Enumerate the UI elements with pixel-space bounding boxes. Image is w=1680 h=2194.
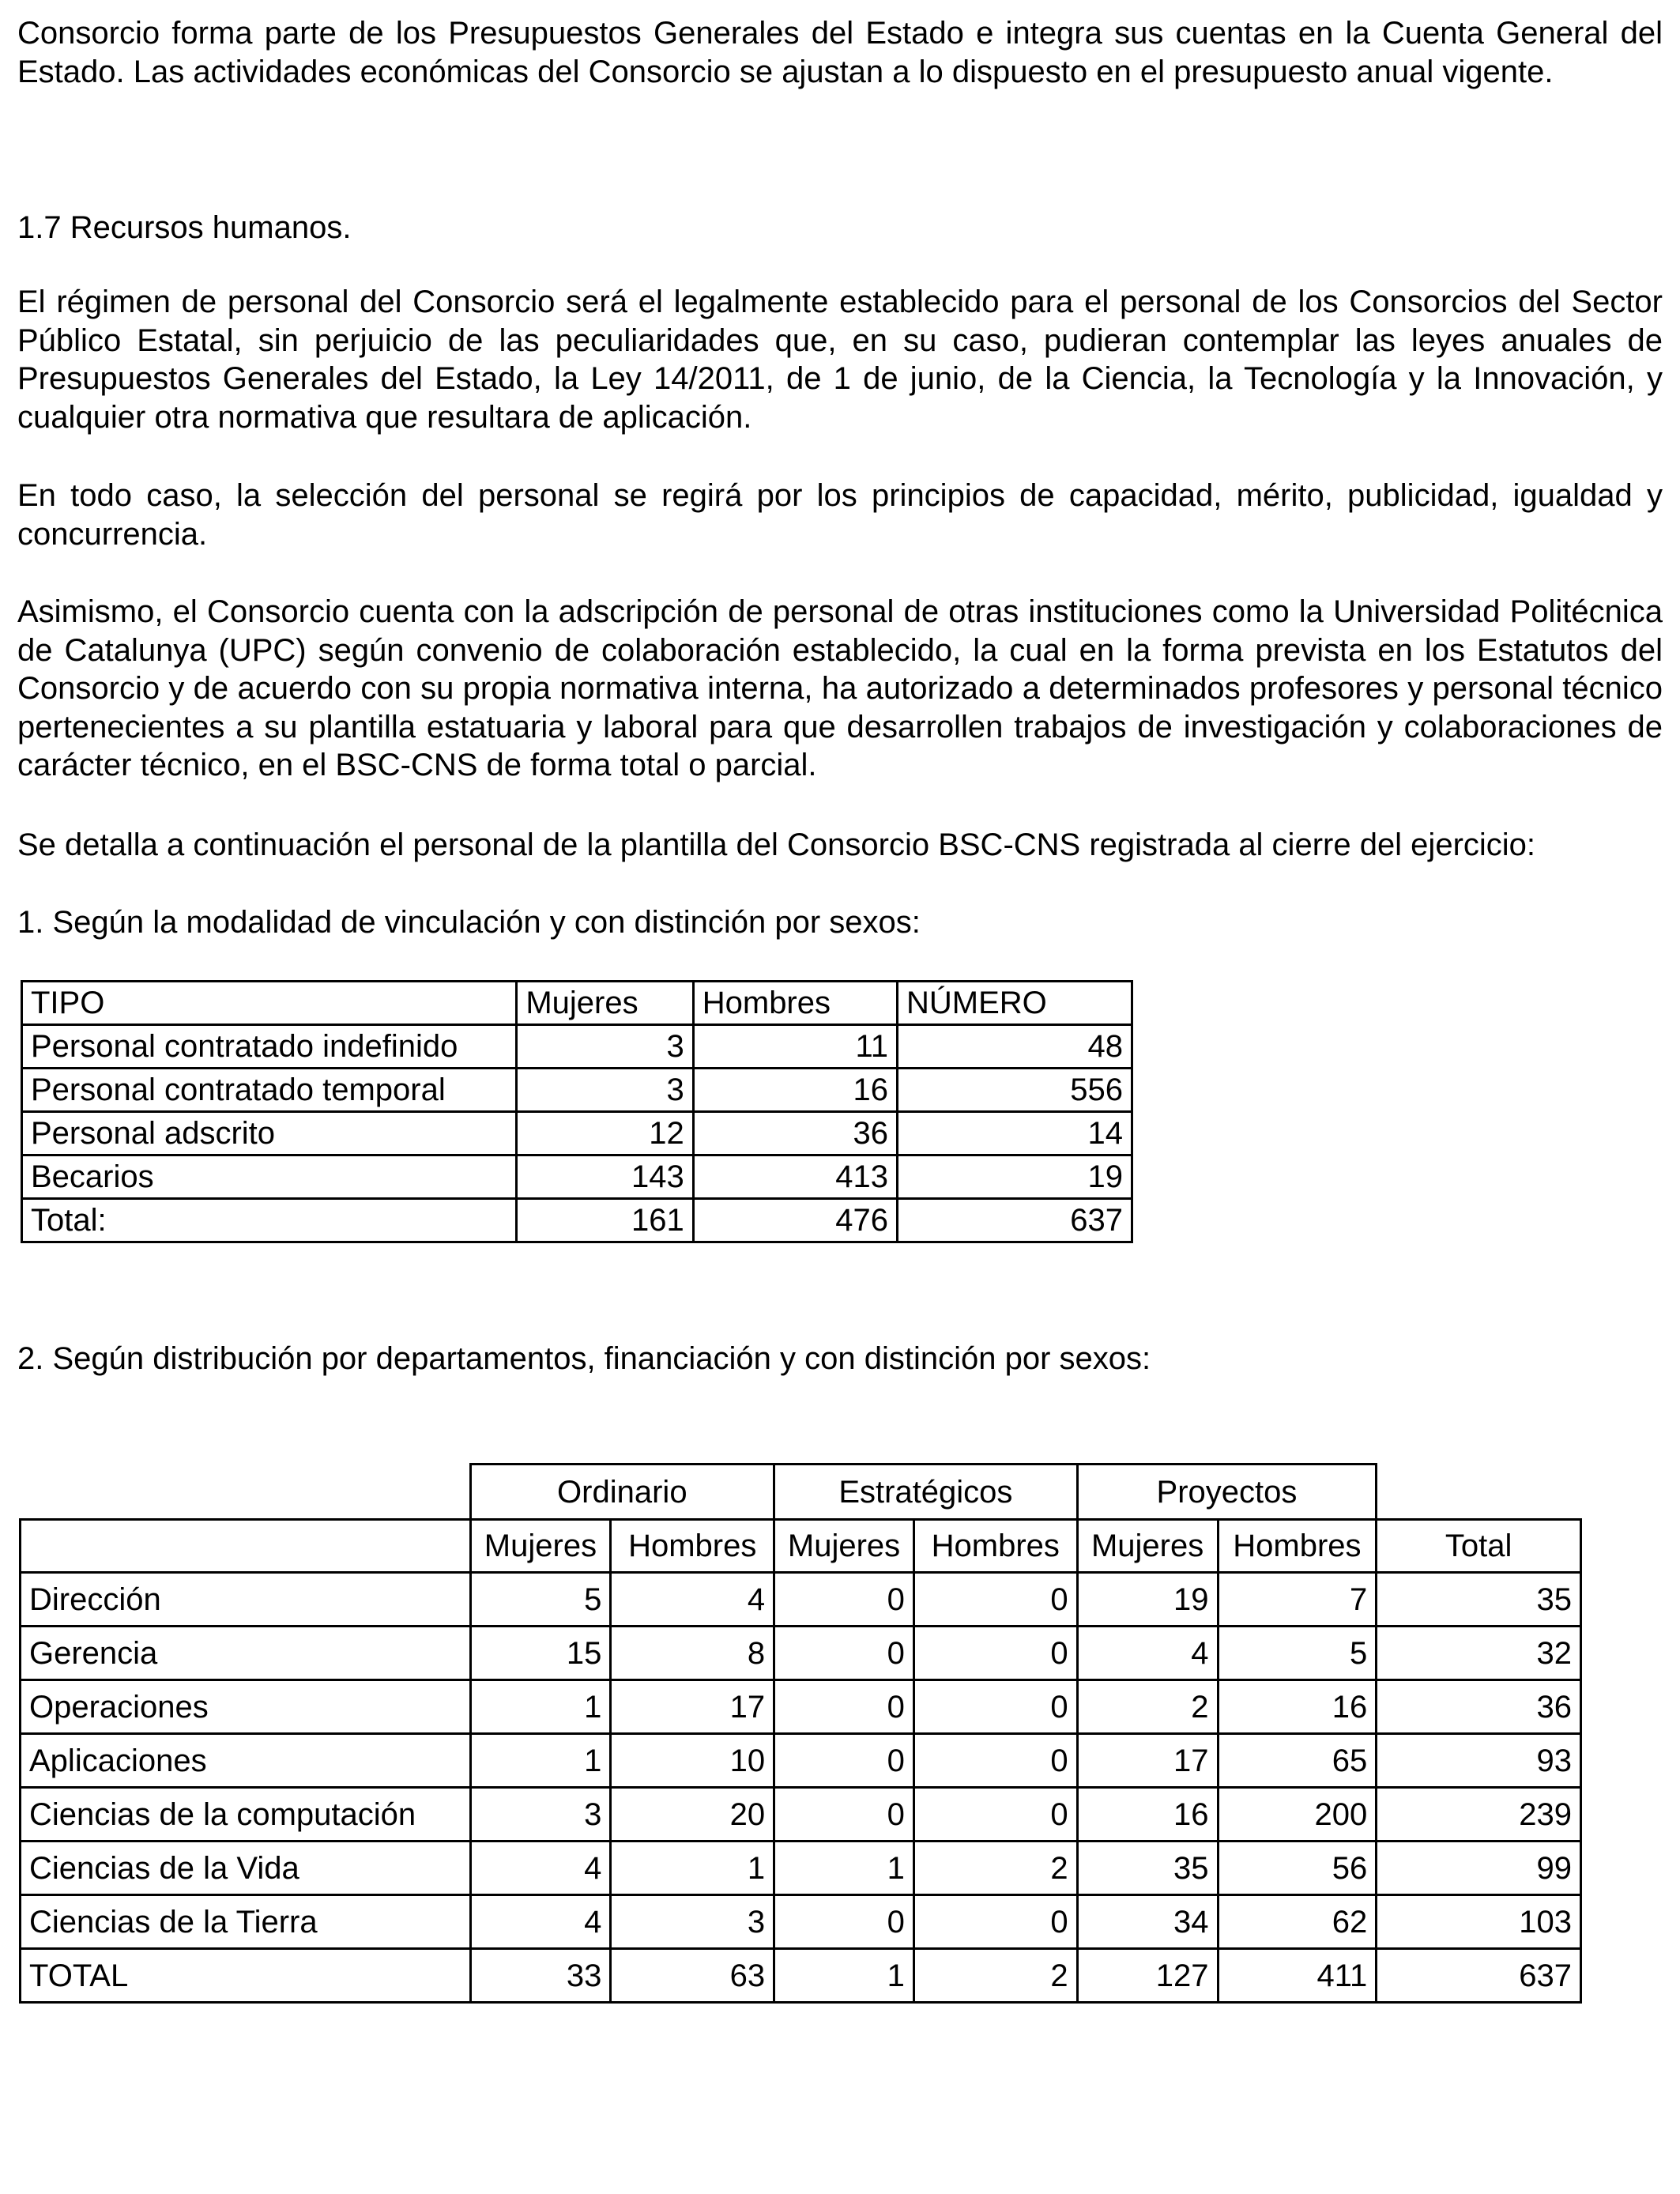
table-header-row	[22, 982, 1132, 1025]
paragraph-upc-assignment: Asimismo, el Consorcio cuenta con la adscripción de personal de otras instituciones como la Universidad Politécnica de Catalunya (UPC) según convenio de colaboración establecido, la cual en la forma prevista en los Estatutos del Consorcio y de acuerdo con su propia normativa interna, ha autorizado a determinados profesores y personal técnico pertenecientes a su plantilla estatuaria y laboral para que desarrollen trabajos de investigación y colaboraciones de carácter técnico, en el BSC-CNS de forma total o parcial.	[17, 594, 1663, 782]
column-header: Mujeres	[470, 1520, 611, 1573]
cell-value: 239	[1377, 1788, 1581, 1842]
cell-value: 63	[611, 1949, 774, 2003]
column-header: NÚMERO	[897, 982, 1132, 1025]
table-row	[22, 1112, 1132, 1155]
row-label: Ciencias de la computación	[21, 1788, 471, 1842]
paragraph-staff-detail: Se detalla a continuación el personal de la plantilla del Consorcio BSC-CNS registrada al cierre del ejercicio:	[17, 827, 1536, 862]
cell-value: 4	[470, 1842, 611, 1895]
cell-value: 556	[897, 1069, 1132, 1112]
cell-value: 17	[611, 1680, 774, 1734]
empty-header-cell	[21, 1520, 471, 1573]
cell-value: 56	[1218, 1842, 1377, 1895]
row-label: Becarios	[22, 1155, 517, 1199]
table-row	[21, 1895, 1581, 1949]
cell-value: 36	[693, 1112, 897, 1155]
cell-value: 3	[470, 1788, 611, 1842]
column-header: Hombres	[693, 982, 897, 1025]
cell-value: 637	[1377, 1949, 1581, 2003]
cell-value: 0	[913, 1734, 1077, 1788]
cell-value: 1	[774, 1842, 914, 1895]
row-label: Personal adscrito	[22, 1112, 517, 1155]
cell-value: 0	[774, 1680, 914, 1734]
staff-by-contract-table	[21, 980, 1133, 1243]
table-row	[21, 1627, 1581, 1680]
cell-value: 413	[693, 1155, 897, 1199]
cell-value: 637	[897, 1199, 1132, 1242]
cell-value: 19	[897, 1155, 1132, 1199]
section-heading: 1.7 Recursos humanos.	[17, 210, 352, 245]
cell-value: 8	[611, 1627, 774, 1680]
group-header: Estratégicos	[774, 1465, 1078, 1520]
cell-value: 476	[693, 1199, 897, 1242]
paragraph-budget: Consorcio forma parte de los Presupuestos Generales del Estado e integra sus cuentas en la Cuenta General del Estado. Las actividades económicas del Consorcio se ajustan a lo dispuesto en el presupuesto anual vigente.	[17, 16, 1663, 89]
cell-value: 4	[1077, 1627, 1218, 1680]
column-header: Hombres	[611, 1520, 774, 1573]
cell-value: 411	[1218, 1949, 1377, 2003]
cell-value: 0	[774, 1895, 914, 1949]
cell-value: 17	[1077, 1734, 1218, 1788]
cell-value: 143	[517, 1155, 693, 1199]
cell-value: 93	[1377, 1734, 1581, 1788]
cell-value: 33	[470, 1949, 611, 2003]
cell-value: 62	[1218, 1895, 1377, 1949]
table-row	[22, 1025, 1132, 1069]
cell-value: 0	[913, 1680, 1077, 1734]
row-label: Dirección	[21, 1573, 471, 1627]
cell-value: 34	[1077, 1895, 1218, 1949]
table-row	[22, 1069, 1132, 1112]
cell-value: 2	[913, 1949, 1077, 2003]
cell-value: 0	[913, 1788, 1077, 1842]
cell-value: 20	[611, 1788, 774, 1842]
cell-value: 14	[897, 1112, 1132, 1155]
column-header: Hombres	[913, 1520, 1077, 1573]
cell-value: 3	[517, 1025, 693, 1069]
cell-value: 4	[611, 1573, 774, 1627]
paragraph-staff-regime: El régimen de personal del Consorcio será el legalmente establecido para el personal de los Consorcios del Sector Público Estatal, sin perjuicio de las peculiaridades que, en su caso, pudieran contemplar las leyes anuales de Presupuestos Generales del Estado, la Ley 14/2011, de 1 de junio, de la Ciencia, la Tecnología y la Innovación, y cualquier otra normativa que resultara de aplicación.	[17, 285, 1663, 435]
cell-value: 65	[1218, 1734, 1377, 1788]
table-row	[21, 1573, 1581, 1627]
table-row	[21, 1680, 1581, 1734]
cell-value: 4	[470, 1895, 611, 1949]
cell-value: 1	[470, 1680, 611, 1734]
table-row	[21, 1788, 1581, 1842]
cell-value: 0	[774, 1734, 914, 1788]
column-header: Mujeres	[517, 982, 693, 1025]
cell-value: 5	[1218, 1627, 1377, 1680]
row-label: Ciencias de la Vida	[21, 1842, 471, 1895]
cell-value: 0	[913, 1573, 1077, 1627]
list-item-by-department: 2. Según distribución por departamentos, financiación y con distinción por sexos:	[17, 1341, 1151, 1376]
cell-value: 36	[1377, 1680, 1581, 1734]
row-label: Aplicaciones	[21, 1734, 471, 1788]
cell-value: 99	[1377, 1842, 1581, 1895]
cell-value: 3	[611, 1895, 774, 1949]
cell-value: 127	[1077, 1949, 1218, 2003]
table-group-header-row	[21, 1465, 1581, 1520]
table-row	[21, 1842, 1581, 1895]
cell-value: 32	[1377, 1627, 1581, 1680]
table-subheader-row	[21, 1520, 1581, 1573]
group-header: Ordinario	[470, 1465, 774, 1520]
row-label: Personal contratado temporal	[22, 1069, 517, 1112]
cell-value: 0	[774, 1627, 914, 1680]
row-label: TOTAL	[21, 1949, 471, 2003]
column-header: Mujeres	[1077, 1520, 1218, 1573]
table-total-row	[21, 1949, 1581, 2003]
column-header: Mujeres	[774, 1520, 914, 1573]
cell-value: 16	[1077, 1788, 1218, 1842]
column-header: Hombres	[1218, 1520, 1377, 1573]
paragraph-selection: En todo caso, la selección del personal se regirá por los principios de capacidad, mérito, publicidad, igualdad y concurrencia.	[17, 478, 1663, 552]
row-label: Operaciones	[21, 1680, 471, 1734]
cell-value: 0	[913, 1895, 1077, 1949]
cell-value: 0	[774, 1573, 914, 1627]
cell-value: 161	[517, 1199, 693, 1242]
cell-value: 35	[1077, 1842, 1218, 1895]
table-row	[21, 1734, 1581, 1788]
cell-value: 0	[774, 1788, 914, 1842]
cell-value: 12	[517, 1112, 693, 1155]
column-header: TIPO	[22, 982, 517, 1025]
cell-value: 103	[1377, 1895, 1581, 1949]
group-header: Proyectos	[1077, 1465, 1377, 1520]
table-total-row	[22, 1199, 1132, 1242]
cell-value: 15	[470, 1627, 611, 1680]
cell-value: 1	[774, 1949, 914, 2003]
cell-value: 10	[611, 1734, 774, 1788]
table-row	[22, 1155, 1132, 1199]
cell-value: 48	[897, 1025, 1132, 1069]
cell-value: 19	[1077, 1573, 1218, 1627]
cell-value: 2	[1077, 1680, 1218, 1734]
cell-value: 3	[517, 1069, 693, 1112]
cell-value: 7	[1218, 1573, 1377, 1627]
cell-value: 200	[1218, 1788, 1377, 1842]
cell-value: 1	[611, 1842, 774, 1895]
cell-value: 0	[913, 1627, 1077, 1680]
cell-value: 16	[693, 1069, 897, 1112]
column-header: Total	[1377, 1520, 1581, 1573]
cell-value: 5	[470, 1573, 611, 1627]
cell-value: 11	[693, 1025, 897, 1069]
row-label: Total:	[22, 1199, 517, 1242]
cell-value: 2	[913, 1842, 1077, 1895]
cell-value: 16	[1218, 1680, 1377, 1734]
cell-value: 35	[1377, 1573, 1581, 1627]
row-label: Gerencia	[21, 1627, 471, 1680]
list-item-by-contract: 1. Según la modalidad de vinculación y con distinción por sexos:	[17, 905, 921, 940]
row-label: Personal contratado indefinido	[22, 1025, 517, 1069]
staff-by-department-table	[19, 1463, 1582, 2004]
cell-value: 1	[470, 1734, 611, 1788]
row-label: Ciencias de la Tierra	[21, 1895, 471, 1949]
